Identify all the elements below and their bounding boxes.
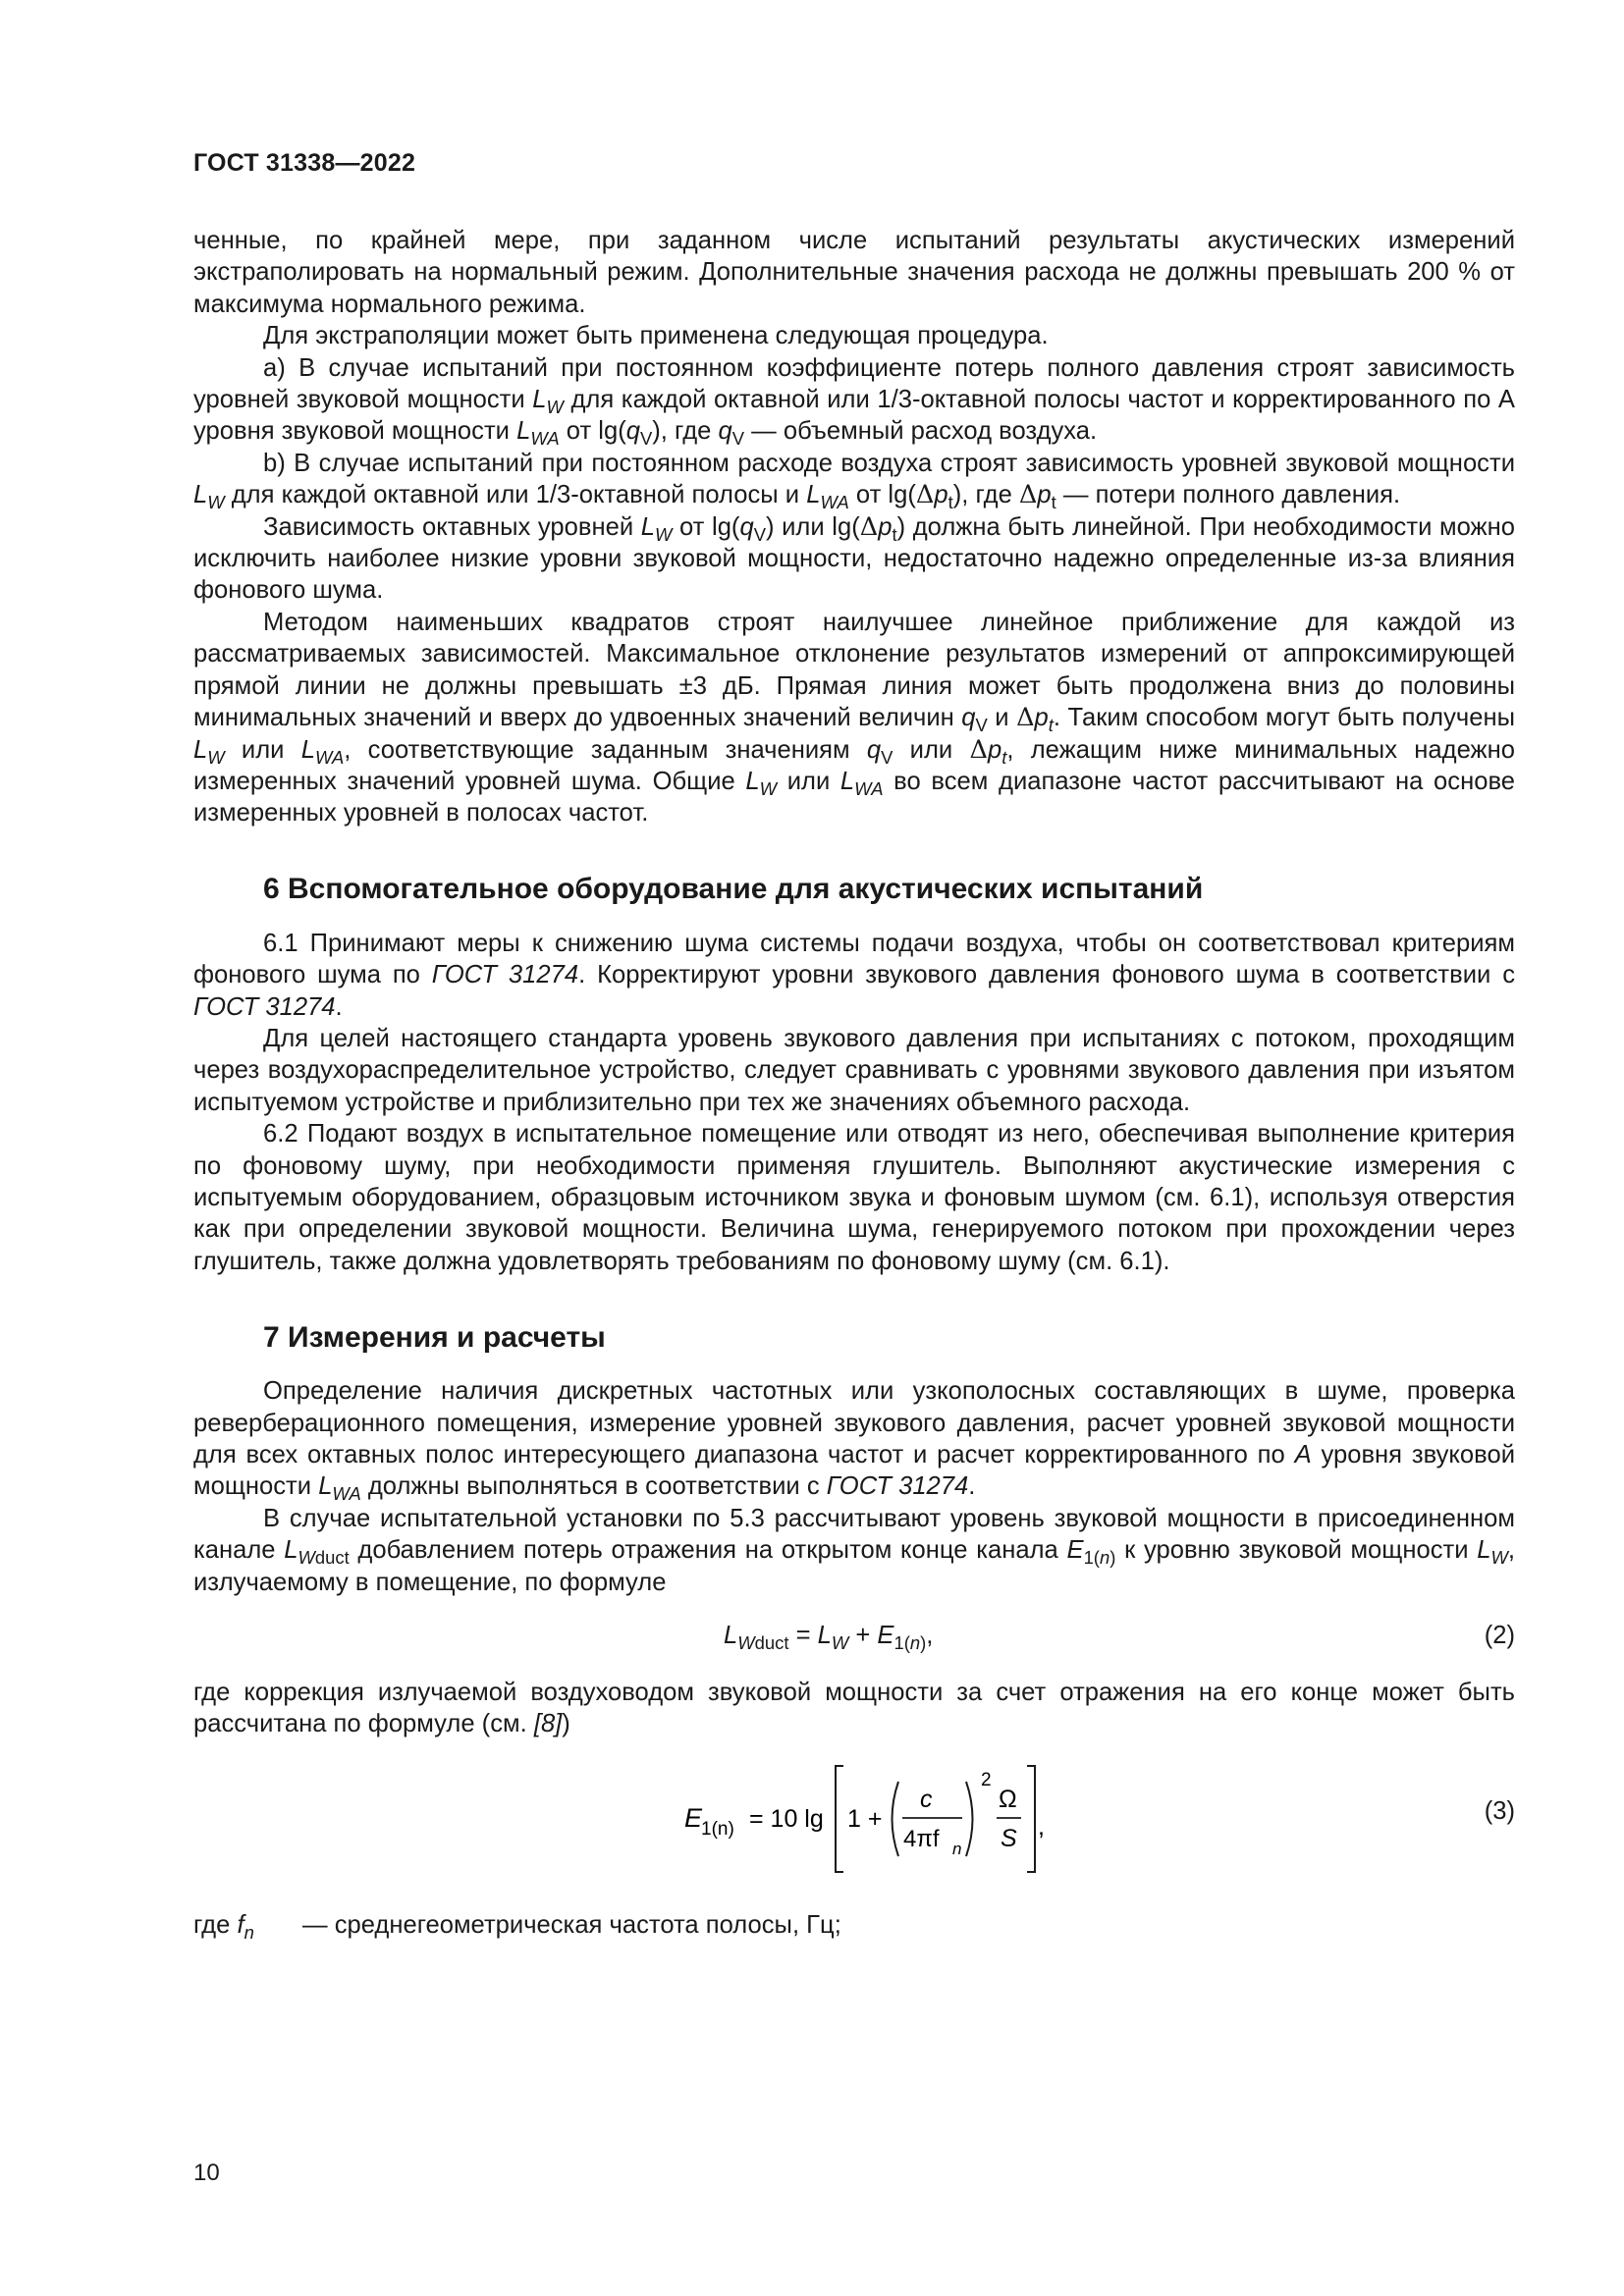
paragraph-6-1-purpose: Для целей настоящего стандарта уровень звукового давления при испытаниях с потоком, проходящим через воздухораспределительное устройство, следует сравнивать с уровнями звукового давления при изъятом испытуемом устройстве и приблизительно при тех же значениях объемного расхода. bbox=[193, 1024, 1515, 1116]
formula-3-number: (3) bbox=[1484, 1796, 1515, 1825]
document-body bbox=[193, 225, 1515, 1945]
formula-3-expression bbox=[684, 1746, 1234, 1882]
paragraph-7-2: В случае испытательной установки по 5.3 рассчитывают уровень звуковой мощности в присоединенном канале $L_{Wduct}$ добавлением потерь отражения на открытом конце канала $E_{1(n)}$ к уровню звуковой мощности $L_W$, излучаемому в помещение, по формуле bbox=[193, 1504, 1515, 1596]
formula-3-lhs: E bbox=[684, 1802, 703, 1833]
formula-3-right-paren bbox=[966, 1782, 973, 1856]
paragraph-6-1: 6.1 Принимают меры к снижению шума системы подачи воздуха, чтобы он соответствовал критериям фонового шума по ГОСТ 31274. Корректируют уровни звукового давления фонового шума в соответствии с ГОСТ 31274. bbox=[193, 929, 1515, 1021]
reference-8: [8] bbox=[533, 1710, 563, 1738]
where-label: где $f_n$ bbox=[193, 1910, 254, 1943]
formula-3-left-paren bbox=[893, 1782, 899, 1856]
formula-3 bbox=[193, 1746, 1515, 1882]
section-7-heading: 7 Измерения и расчеты bbox=[263, 1321, 606, 1355]
formula-3-omega: Ω bbox=[999, 1785, 1017, 1813]
paragraph-item-a: a) В случае испытаний при постоянном коэффициенте потерь полного давления строят зависимость уровней звуковой мощности $L_W$ для каждой октавной или 1/3-октавной полосы частот и корректированного по А уровня звуковой мощности $L_{WA}$ от $\lg(q_V)$, где $q_V$ — объемный расход воздуха. bbox=[193, 353, 1515, 450]
formula-3-left-bracket bbox=[836, 1766, 843, 1872]
formula-3-numerator: c bbox=[920, 1785, 933, 1813]
formula-2-number: (2) bbox=[1484, 1622, 1515, 1650]
formula-3-denominator-sub: n bbox=[952, 1839, 962, 1858]
document-header: ГОСТ 31338—2022 bbox=[193, 149, 416, 177]
formula-3-denominator: 4πf bbox=[903, 1825, 940, 1852]
reference-gost-31274: ГОСТ 31274 bbox=[193, 992, 336, 1021]
reference-gost-31274: ГОСТ 31274 bbox=[826, 1472, 969, 1501]
where-description: — среднегеометрическая частота полосы, Гц; bbox=[302, 1910, 841, 1939]
paragraph-linearity: Зависимость октавных уровней $L_W$ от $\lg(q_V)$ или $\lg(\Delta p_t)$ должна быть линейной. При необходимости можно исключить наиболее низкие уровни звуковой мощности, недостаточно надежно определенные из-за влияния фонового шума. bbox=[193, 511, 1516, 605]
formula-3-power: 2 bbox=[981, 1769, 992, 1790]
paragraph-7-1: Определение наличия дискретных частотных или узкополосных составляющих в шуме, проверка реверберационного помещения, измерение уровней звукового давления, расчет уровней звуковой мощности для всех октавных полос интересующего диапазона частот и расчет корректированного по А уровня звуковой мощности $L_{WA}$ должны выполняться в соответствии с ГОСТ 31274. bbox=[193, 1377, 1515, 1505]
formula-3-comma: , bbox=[1038, 1812, 1045, 1841]
formula-2 bbox=[193, 1612, 1515, 1663]
where-clause bbox=[193, 1909, 1515, 1945]
page-number: 10 bbox=[193, 2160, 220, 2186]
formula-2-expression: $L_{Wduct} = L_W + E_{1(n)}$, bbox=[724, 1622, 934, 1653]
formula-3-right-bracket bbox=[1027, 1766, 1035, 1872]
formula-3-lhs-sub: 1(n) bbox=[701, 1818, 734, 1840]
reference-gost-31274: ГОСТ 31274 bbox=[431, 961, 579, 989]
paragraph-extrapolation-intro: Для экстраполяции может быть применена следующая процедура. bbox=[263, 322, 1049, 350]
paragraph-least-squares: Методом наименьших квадратов строят наилучшее линейное приближение для каждой из рассматриваемых зависимостей. Максимальное отклонение результатов измерений от аппроксимирующей прямой линии не должны превышать ±3 дБ. Прямая линия может быть продолжена вниз до половины минимальных значений и вверх до удвоенных значений величин $q_V$ и $\Delta p_t$. Таким способом могут быть получены $L_W$ или $L_{WA}$, соответствующие заданным значениям $q_V$ или $\Delta p_t$, лежащим ниже минимальных надежно измеренных значений уровней шума. Общие $L_W$ или $L_{WA}$ во всем диапазоне частот рассчитывают на основе измеренных уровней в полосах частот. bbox=[193, 608, 1516, 828]
formula-3-eq: = 10 lg bbox=[749, 1804, 824, 1833]
formula-3-one-plus: 1 + bbox=[847, 1804, 883, 1833]
paragraph-continued: ченные, по крайней мере, при заданном числе испытаний результаты акустических измерений экстраполировать на нормальный режим. Дополнительные значения расхода не должны превышать 200 % от максимума нормального режима. bbox=[193, 227, 1515, 318]
formula-3-area: S bbox=[1001, 1824, 1017, 1852]
paragraph-6-2: 6.2 Подают воздух в испытательное помещение или отводят из него, обеспечивая выполнение критерия по фоновому шуму, при необходимости применяя глушитель. Выполняют акустические измерения с испытуемым оборудованием, образцовым источником звука и фоновым шумом (см. 6.1), используя отверстия как при определении звуковой мощности. Величина шума, генерируемого потоком при прохождении через глушитель, также должна удовлетворять требованиям по фоновому шуму (см. 6.1). bbox=[193, 1120, 1515, 1275]
section-6-heading: 6 Вспомогательное оборудование для акустических испытаний bbox=[263, 872, 1204, 905]
paragraph-item-b: b) В случае испытаний при постоянном расходе воздуха строят зависимость уровней звуковой мощности $L_W$ для каждой октавной или 1/3-октавной полосы и $L_{WA}$ от $\lg(\Delta p_t)$, где $\Delta p_t$ — потери полного давления. bbox=[193, 449, 1515, 513]
paragraph-7-3: где коррекция излучаемой воздуховодом звуковой мощности за счет отражения на его конце может быть рассчитана по формуле (см. [8]) bbox=[193, 1679, 1515, 1738]
